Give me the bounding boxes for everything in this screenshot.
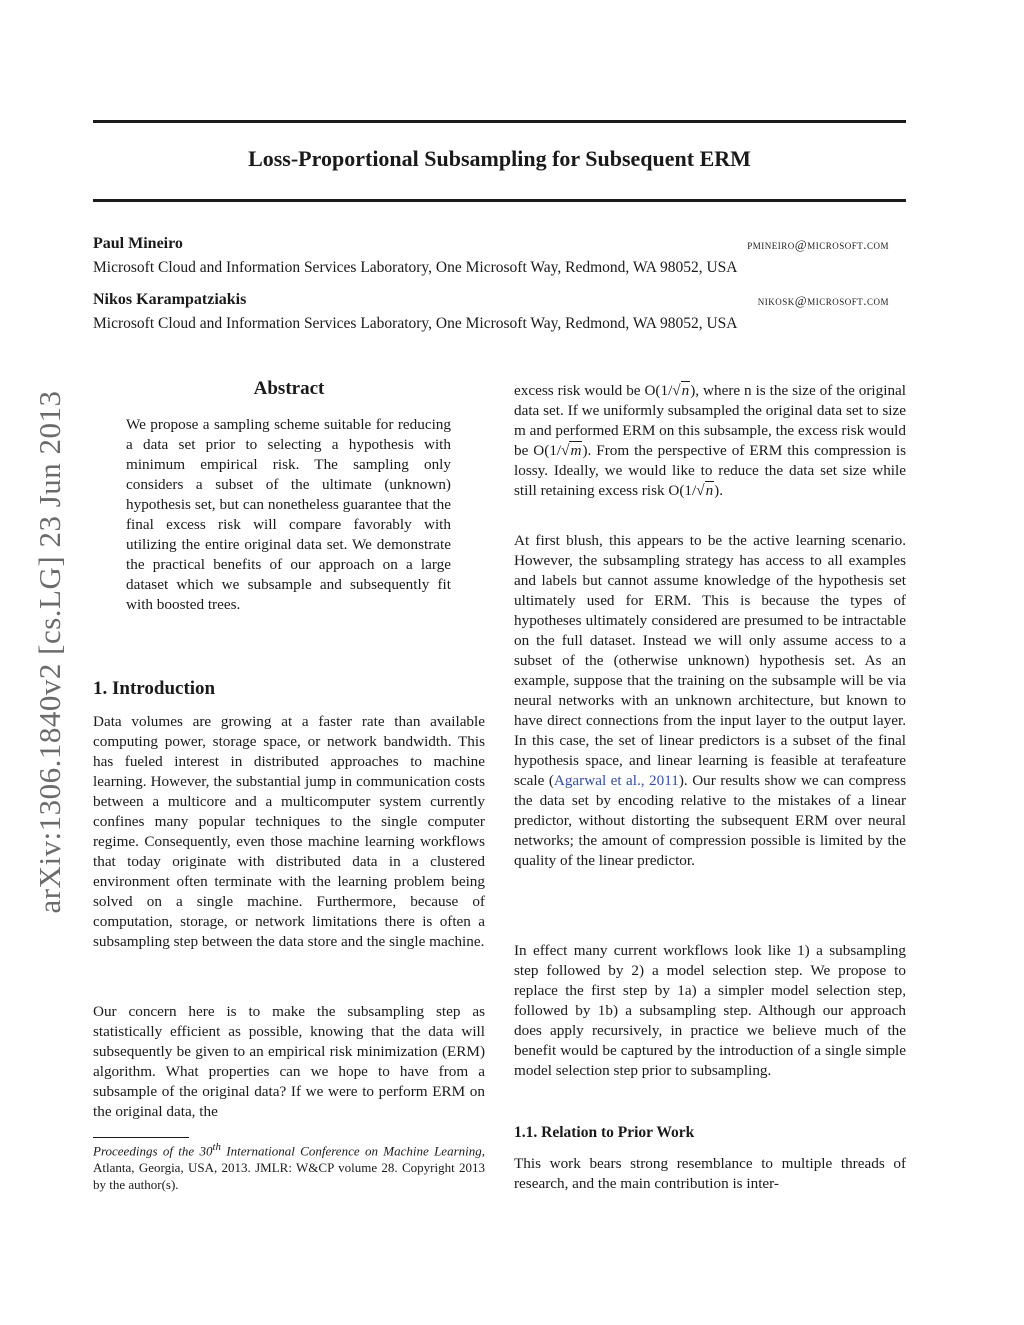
abstract-text [126, 415, 451, 615]
math-m: m [570, 442, 582, 459]
intro-paragraph-4 [514, 531, 906, 871]
introduction-heading: 1. Introduction [93, 678, 216, 699]
footnote-proceedings: Proceedings of the 30 [93, 1143, 213, 1159]
footnote-conference: International Conference on Machine Learning [220, 1143, 482, 1159]
paragraph-text: In effect many current workflows look like 1) a subsampling step followed by 2) a model selection step. We propose to replace the first step by 1a) a simpler model selection step, followed by 1b) a subsampling step. Although our approach does apply recursively, in practice we believe much of the benefit would be captured by the introduction of a single simple model selection step prior to subsampling. [514, 942, 906, 1079]
intro-paragraph-3 [514, 381, 906, 501]
intro-paragraph-2 [93, 1002, 485, 1122]
intro-paragraph-5 [514, 941, 906, 1081]
abstract-heading: Abstract [253, 378, 325, 399]
author-2-name: Nikos Karampatziakis [93, 291, 247, 308]
title-bottom-rule [93, 199, 906, 202]
related-work-heading: 1.1. Relation to Prior Work [514, 1124, 695, 1141]
math-n: n [705, 482, 714, 499]
paragraph-text: Data volumes are growing at a faster rate than available computing power, storage space, or network bandwidth. This has fueled interest in distributed approaches to machine learning. However, the substantial jump in communication costs between a multicore and a multicomputer system currently confines many popular techniques to the single computer regime. Consequently, even those machine learning workflows that today originate with distributed data in a clustered environment often terminate with the learning problem being solved on a single machine. Furthermore, because of computation, storage, or network limitations there is often a subsampling step between the data store and the single machine. [93, 713, 485, 950]
text-run: ), where n is the size of the original data set. If we uniformly subsampled the original data set to size m and performed ERM on this subsample, the excess risk would be O(1/ [514, 382, 906, 459]
intro-paragraph-1 [93, 712, 485, 952]
top-rule [93, 120, 906, 123]
author-1-name: Paul Mineiro [93, 235, 183, 252]
author-1-affiliation: Microsoft Cloud and Information Services Laboratory, One Microsoft Way, Redmond, WA 98052, USA [93, 259, 738, 276]
paper-title: Loss-Proportional Subsampling for Subsequent ERM [248, 146, 751, 171]
paragraph-text: Our concern here is to make the subsampling step as statistically efficient as possible, knowing that the data will subsequently be given to an empirical risk minimization (ERM) algorithm. What properties can we hope to have from a subsample of the original data? If we were to perform ERM on the original data, the [93, 1003, 485, 1120]
math-n: n [681, 382, 690, 399]
text-run: ). From the perspective of ERM this compression is lossy. Ideally, we would like to reduce the data set size while still retaining excess risk O(1/ [514, 442, 906, 499]
paragraph-text [514, 531, 906, 871]
related-work-paragraph [514, 1154, 906, 1194]
text-run: ). Our results show we can compress the data set by encoding relative to the mistakes of a linear predictor, without distorting the subsequent ERM over neural networks; the amount of compression possible is limited by the quality of the linear predictor. [514, 772, 906, 869]
footnote-details: , Atlanta, Georgia, USA, 2013. JMLR: W&CP volume 28. Copyright 2013 by the author(s). [93, 1143, 485, 1193]
text-run: excess risk would be O(1/ [514, 382, 673, 399]
author-1-email[interactable]: pmineiro@microsoft.com [747, 237, 889, 252]
author-2-email[interactable]: nikosk@microsoft.com [757, 293, 889, 308]
text-run: ). [714, 482, 724, 499]
footnote [93, 1139, 485, 1193]
abstract-paragraph: We propose a sampling scheme suitable for reducing a data set prior to selecting a hypothesis with minimum empirical risk. The sampling only considers a subset of the ultimate (unknown) hypothesis set, but can nonetheless guarantee that the final excess risk will compare favorably with utilizing the entire original data set. We demonstrate the practical benefits of our approach on a large dataset which we subsample and subsequently fit with boosted trees. [126, 416, 451, 613]
paragraph-text: excess risk would be O(1/√n), where n is the size of the original data set. If we uniformly subsampled the original data set to size m and performed ERM on this subsample, the excess risk would be O(1/√m). From the perspective of ERM this compression is lossy. Ideally, we would like to reduce the data set size while still retaining excess risk O(1/√n). [514, 382, 906, 499]
paragraph-text: This work bears strong resemblance to multiple threads of research, and the main contribution is inter- [514, 1155, 906, 1192]
arxiv-stamp: arXiv:1306.1840v2 [cs.LG] 23 Jun 2013 [32, 390, 67, 914]
footnote-rule [93, 1137, 189, 1138]
footnote-sup: th [212, 1141, 221, 1153]
author-2-affiliation: Microsoft Cloud and Information Services Laboratory, One Microsoft Way, Redmond, WA 98052, USA [93, 315, 738, 332]
citation-link[interactable]: Agarwal et al., 2011 [553, 772, 679, 789]
text-run: At first blush, this appears to be the active learning scenario. However, the subsampling strategy has access to all examples and labels but cannot assume knowledge of the hypothesis set ultimately used for ERM. This is because the types of hypotheses ultimately considered are presumed to be intractable on the full dataset. Instead we will only assume access to a subset of the (otherwise unknown) hypothesis set. As an example, suppose that the training on the subsample will be via neural networks with an unknown architecture, but known to have direct connections from the input layer to the output layer. In this case, the set of linear predictors is a subset of the final hypothesis space, and linear learning is feasible at terafeature scale ( [514, 532, 906, 789]
